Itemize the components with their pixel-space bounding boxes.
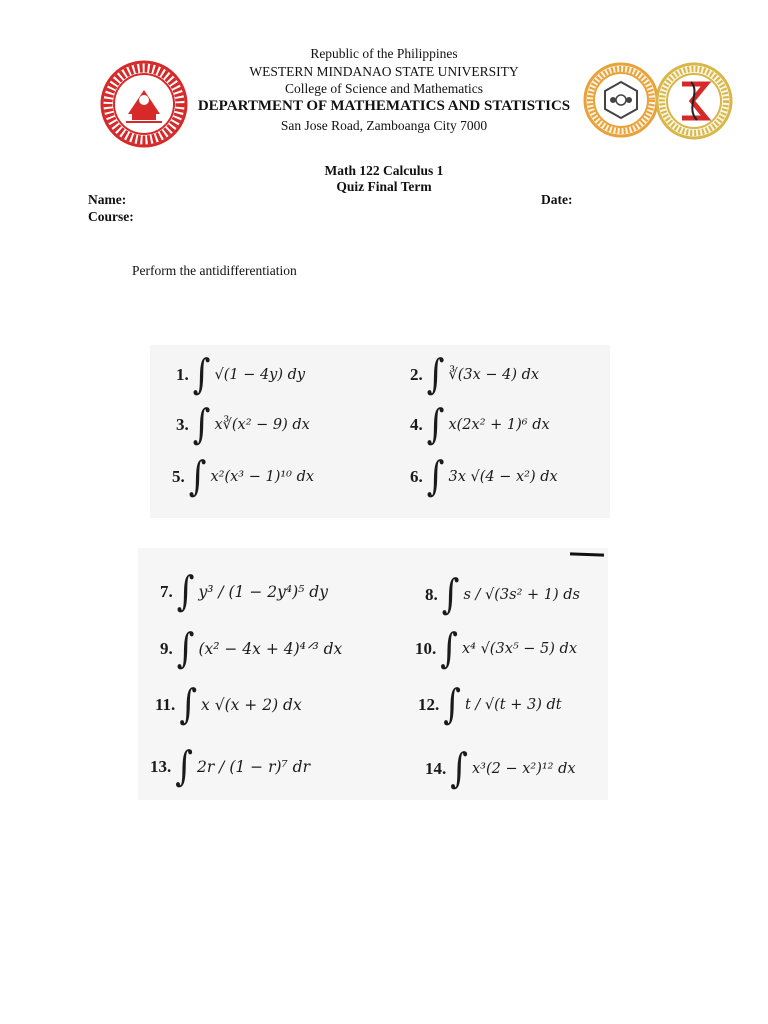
problem-number: 14. [425,759,447,778]
integrand: x∛(x² − 9) dx [214,417,310,433]
quiz-title: Quiz Final Term [336,179,432,194]
problem-number: 8. [425,585,438,604]
integral-sign: ∫ [175,743,193,791]
integrand: x²(x³ − 1)¹⁰ dx [210,469,315,485]
integrand: x⁴ √(3x⁵ − 5) dx [461,641,577,657]
integral-sign: ∫ [192,401,211,449]
integral-sign: ∫ [176,568,195,616]
header-address: San Jose Road, Zamboanga City 7000 [280,118,488,133]
integral-sign: ∫ [188,453,207,501]
integral-sign: ∫ [440,625,458,673]
problem-10 [415,625,577,673]
problem-11 [155,681,302,729]
header-department: DEPARTMENT OF MATHEMATICS AND STATISTICS [197,98,571,114]
header-university: WESTERN MINDANAO STATE UNIVERSITY [249,64,519,79]
header-republic: Republic of the Philippines [310,46,458,61]
problem-14 [425,745,576,793]
problem-8 [425,571,580,619]
name-label: Name: [88,192,127,207]
integrand: y³ / (1 − 2y⁴)⁵ dy [198,583,328,601]
problem-3 [176,401,310,449]
problem-number: 9. [160,639,173,658]
integral-sign: ∫ [443,681,461,729]
problem-1 [176,351,306,399]
problem-6 [410,453,558,501]
integrand: √(1 − 4y) dy [214,367,306,383]
problem-number: 7. [160,582,173,601]
instruction-text: Perform the antidifferentiation [132,263,297,278]
integrand: x³(2 − x²)¹² dx [471,761,576,777]
integrand: ∛(3x − 4) dx [448,367,540,383]
problem-number: 1. [176,365,189,384]
integral-sign: ∫ [450,745,468,793]
integral-sign: ∫ [179,681,198,729]
integrand: 2r / (1 − r)⁷ dr [196,758,310,776]
problem-number: 10. [415,639,437,658]
problem-9 [160,625,343,673]
integral-sign: ∫ [426,351,445,399]
problem-7 [160,568,328,616]
problem-number: 11. [155,695,176,714]
problem-5 [172,453,315,501]
integrand: t / √(t + 3) dt [464,697,562,713]
integral-sign: ∫ [426,453,445,501]
problem-4 [410,401,550,449]
course-title: Math 122 Calculus 1 [324,163,444,178]
problem-13 [150,743,310,791]
problem-number: 12. [418,695,440,714]
problem-number: 2. [410,365,423,384]
integrand: (x² − 4x + 4)⁴ᐟ³ dx [198,640,343,658]
course-label: Course: [88,209,134,224]
integrand: s / √(3s² + 1) ds [463,587,580,603]
problem-number: 5. [172,467,185,486]
problem-12 [418,681,562,729]
integral-sign: ∫ [426,401,445,449]
integrand: x(2x² + 1)⁶ dx [448,417,550,433]
problem-number: 6. [410,467,423,486]
integral-sign: ∫ [176,625,195,673]
integrand: x √(x + 2) dx [201,696,302,714]
integral-sign: ∫ [441,571,460,619]
problem-number: 3. [176,415,189,434]
integral-sign: ∫ [192,351,211,399]
problem-2 [410,351,540,399]
problem-number: 4. [410,415,423,434]
header-college: College of Science and Mathematics [285,81,483,96]
problem-number: 13. [150,757,172,776]
integrand: 3x √(4 − x²) dx [448,469,558,485]
date-label: Date: [541,192,573,207]
